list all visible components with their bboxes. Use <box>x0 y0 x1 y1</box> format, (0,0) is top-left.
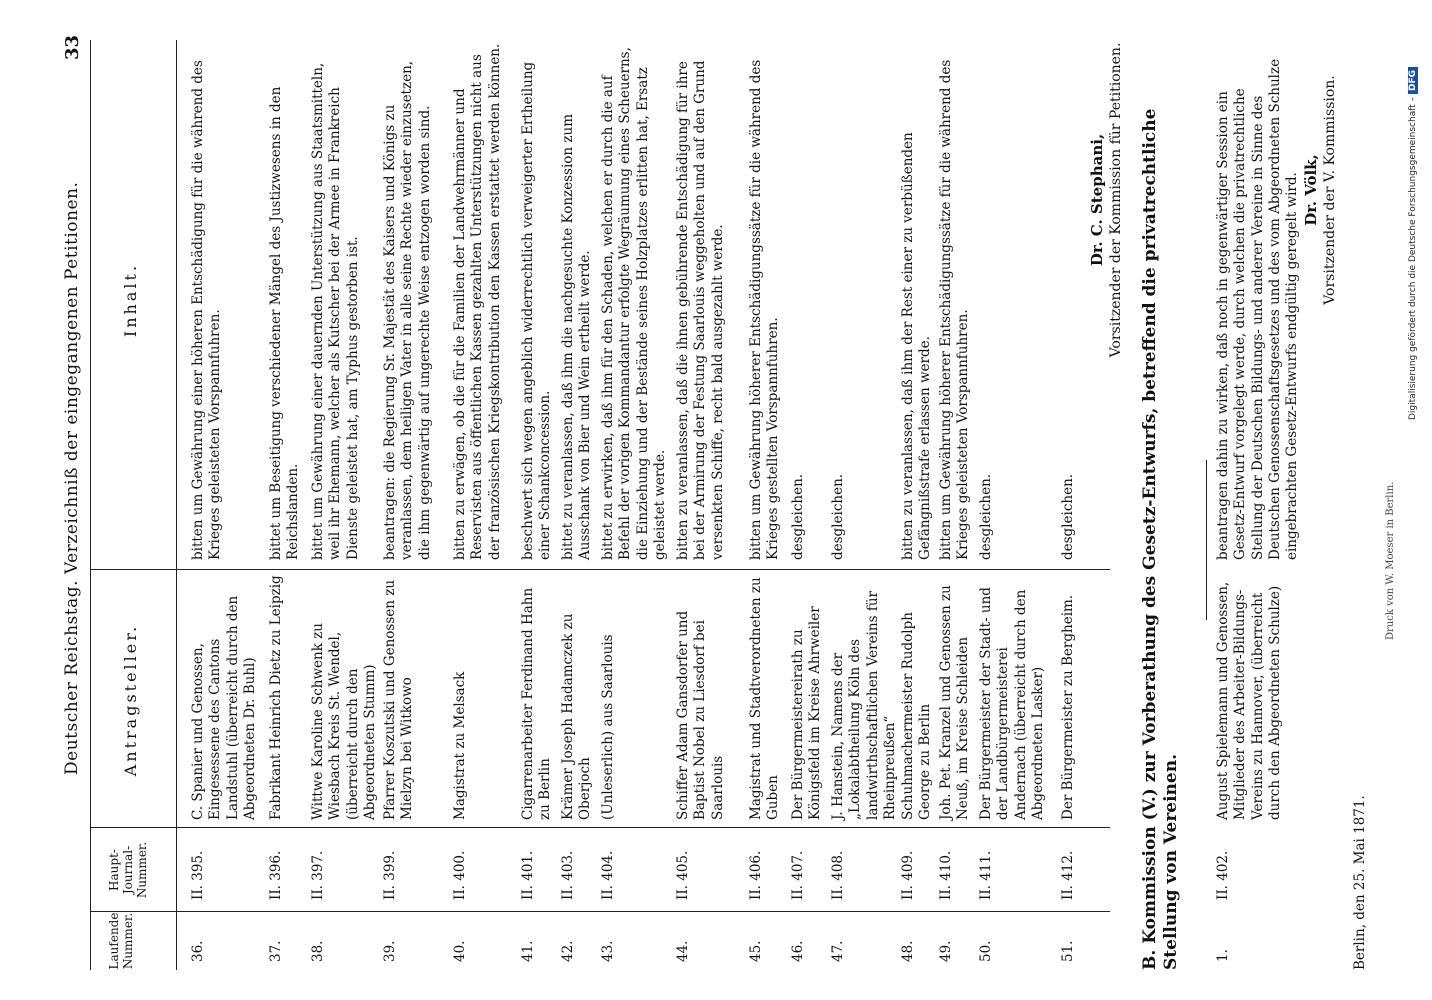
row-inhalt: beschwert sich wegen angeblich widerrechtlich verweigerter Ertheilung einer Schankconcession. <box>520 61 554 560</box>
signature-1-role: Vorsitzender der Kommission für Petitionen. <box>1107 42 1124 358</box>
row-inhalt: bittet zu erwirken, daß ihm für den Schaden, welchen er durch die auf Befehl der vorigen Kommandantur erfolgte Wegräumung eines Scheuerns, die Einziehung und der Bestände seines Holzplatzes erlitten hat, Ersatz geleistet werde. <box>600 47 668 560</box>
footer-date: Berlin, den 25. Mai 1871. <box>1352 795 1368 970</box>
row-journal: II. 402. <box>1215 850 1231 900</box>
row-nr: 44. <box>675 940 691 962</box>
row-antragsteller: Krämer Joseph Hadamczek zu Oberjoch <box>560 613 594 820</box>
row-journal: II. 405. <box>675 850 691 900</box>
row-journal: II. 401. <box>520 850 536 900</box>
row-antragsteller: (Unleserlich) aus Saarlouis <box>600 634 616 820</box>
row-journal: II. 404. <box>600 850 616 900</box>
signature-2-name: Dr. Völk, <box>1302 154 1320 226</box>
row-nr: 38. <box>310 940 326 962</box>
row-inhalt: desgleichen. <box>978 473 994 560</box>
footer-printer: Druck von W. Moeser in Berlin. <box>1385 481 1396 640</box>
page-number: 33 <box>62 34 83 60</box>
row-antragsteller: August Spielemann und Genossen, Mitglieder des Arbeiter-Bildungs-Vereins zu Hannover, (überreicht durch den Abgeordneten Schulze) <box>1215 581 1283 820</box>
row-journal: II. 395. <box>190 850 206 900</box>
row-journal: II. 411. <box>978 850 994 900</box>
row-nr: 50. <box>978 940 994 962</box>
section-b-heading: B. Kommission (V.) zur Vorberathung des Gesetz-Entwurfs, betreffend die privatrechtliche Stellung von Vereinen. <box>1140 108 1182 970</box>
dfg-credit <box>1408 67 1419 420</box>
rule-header <box>176 40 177 970</box>
row-antragsteller: Schuhmachermeister Rudolph George zu Berlin <box>900 612 934 820</box>
row-antragsteller: Magistrat zu Melsack <box>452 671 468 820</box>
page-title: Deutscher Reichstag. Verzeichniß der eingegangenen Petitionen. <box>62 181 82 775</box>
row-journal: II. 403. <box>560 850 576 900</box>
row-antragsteller: Cigarrenarbeiter Ferdinand Hahn zu Berlin <box>520 587 554 820</box>
row-inhalt: desgleichen. <box>1060 473 1076 560</box>
row-antragsteller: Der Bürgermeister zu Bergheim. <box>1060 594 1076 820</box>
rule-top <box>90 40 91 970</box>
row-antragsteller: Fabrikant Heinrich Dietz zu Leipzig <box>268 575 284 820</box>
dfg-logo: DFG <box>1408 67 1418 94</box>
section-b-rule <box>1206 460 1207 620</box>
col-divider-1 <box>90 911 1110 912</box>
row-inhalt: bittet zu veranlassen, daß ihm die nachgesuchte Konzession zum Ausschank von Bier und Wein ertheilt werde. <box>560 113 594 560</box>
col-header-haupt: Haupt-Journal-Nummer. <box>107 841 149 899</box>
row-inhalt: bitten um Gewährung einer höheren Entschädigung für die während des Krieges geleisteten Vorspannfuhren. <box>190 60 224 560</box>
row-antragsteller: Pfarrer Koszutski und Genossen zu Mielzyn bei Witkowo <box>382 579 416 820</box>
row-nr: 37. <box>268 940 284 962</box>
row-journal: II. 406. <box>748 850 764 900</box>
row-nr: 49. <box>938 940 954 962</box>
row-antragsteller: Magistrat und Stadtverordneten zu Guben <box>748 577 782 820</box>
signature-1-name: Dr. C. Stephani, <box>1088 133 1106 267</box>
row-inhalt: bitten zu veranlassen, daß ihm der Rest einer zu verbüßenden Gefängnißstrafe erlassen werde. <box>900 132 934 560</box>
row-journal: II. 410. <box>938 850 954 900</box>
row-inhalt: bitten um Gewährung höherer Entschädigungssätze für die während des Krieges gestellten Vorspannfuhren. <box>748 59 782 560</box>
row-antragsteller: Wittwe Karoline Schwenk zu Wiesbach Kreis St. Wendel, (überreicht durch den Abgeordneten Stumm) <box>310 623 378 820</box>
row-nr: 39. <box>382 940 398 962</box>
row-antragsteller: J. Hanstein, Namens der „Lokalabtheilung Köln des landwirthschaftlichen Vereins für Rheinpreußen“ <box>830 591 898 820</box>
row-inhalt: bitten zu veranlassen, daß die ihnen gebührende Entschädigung für ihre bei der Armirung der Festung Saarlouis weggeholten und auf den Grund versenkten Schiffe, recht bald ausgezahlt werde. <box>675 60 726 560</box>
row-nr: 43. <box>600 940 616 962</box>
row-inhalt: desgleichen. <box>830 473 846 560</box>
col-header-laufende: Laufende Nummer. <box>107 912 135 970</box>
col-header-inhalt: Inhalt. <box>121 262 140 338</box>
signature-2-role: Vorsitzender der V. Kommission. <box>1321 75 1338 305</box>
row-antragsteller: Der Bürgermeister der Stadt- und der Landbürgermeisterei Andernach (überreicht durch den Abgeordneten Lasker) <box>978 587 1046 820</box>
row-inhalt: bitten zu erwägen, ob die für die Familien der Landwehrmänner und Reservisten aus öffentlichen Kassen gezahlten Unterstützungen nicht aus der französischen Kriegskontribution den Kassen erstattet werden können. <box>452 43 503 560</box>
row-journal: II. 407. <box>790 850 806 900</box>
row-antragsteller: C. Spanier und Genossen, Eingesessene des Cantons Landstuhl (überreicht durch den Abgeordneten Dr. Buhl) <box>190 595 258 820</box>
row-journal: II. 400. <box>452 850 468 900</box>
signature-1 <box>1088 40 1125 360</box>
row-antragsteller: Schiffer Adam Gansdorfer und Baptist Nobel zu Liesdorf bei Saarlouis <box>675 610 726 820</box>
dfg-credit-text: Digitalisierung gefördert durch die Deutsche Forschungsgemeinschaft – <box>1408 96 1418 420</box>
row-inhalt: bittet um Gewährung einer dauernden Unterstützung aus Staatsmitteln, weil ihr Ehemann, welcher als Kutscher bei der Armee in Frankreich Dienste geleistet hat, am Typhus gestorben ist. <box>310 62 361 560</box>
row-journal: II. 396. <box>268 850 284 900</box>
col-header-antragsteller: Antragsteller. <box>121 623 140 777</box>
row-journal: II. 412. <box>1060 850 1076 900</box>
row-inhalt: beantragen: die Regierung Sr. Majestät des Kaisers und Königs zu veranlassen, dem heiligen Vater in alle seine Rechte wieder einzusetzen, die ihm gegenwärtig auf ungerechte Weise entzogen worden sind. <box>382 60 433 560</box>
row-nr: 45. <box>748 940 764 962</box>
row-inhalt: bittet um Beseitigung verschiedener Mängel des Justizwesens in den Reichslanden. <box>268 86 302 560</box>
row-inhalt: desgleichen. <box>790 473 806 560</box>
row-antragsteller: Der Bürgermeistereirath zu Königsfeld im Kreise Ahrweiler <box>790 606 824 820</box>
row-journal: II. 399. <box>382 850 398 900</box>
row-nr: 51. <box>1060 940 1076 962</box>
row-nr: 42. <box>560 940 576 962</box>
row-nr: 40. <box>452 940 468 962</box>
row-nr: 46. <box>790 940 806 962</box>
col-divider-3 <box>90 569 1110 570</box>
row-journal: II. 409. <box>900 850 916 900</box>
row-journal: II. 408. <box>830 850 846 900</box>
row-inhalt: beantragen dahin zu wirken, daß noch in gegenwärtiger Session ein Gesetz-Entwurf vorgelegt werde, durch welchen die privatrechtliche Stellung der Deutschen Bildungs- und anderer Vereine in Sinne des Deutschen Genossenschaftsgesetzes und des vom Abgeordneten Schulze eingebrachten Gesetz-Entwurfs endgültig geregelt wird. <box>1215 58 1301 560</box>
row-antragsteller: Joh. Pet. Kranzel und Genossen zu Neuß, im Kreise Schleiden <box>938 585 972 820</box>
col-divider-2 <box>90 827 1110 828</box>
row-inhalt: bitten um Gewährung höherer Entschädigungssätze für die während des Krieges geleisteten Vorspannfuhren. <box>938 59 972 560</box>
row-nr: 41. <box>520 940 536 962</box>
row-nr: 48. <box>900 940 916 962</box>
signature-2 <box>1302 40 1339 340</box>
row-nr: 1. <box>1215 949 1231 962</box>
row-journal: II. 397. <box>310 850 326 900</box>
row-nr: 47. <box>830 940 846 962</box>
row-nr: 36. <box>190 940 206 962</box>
